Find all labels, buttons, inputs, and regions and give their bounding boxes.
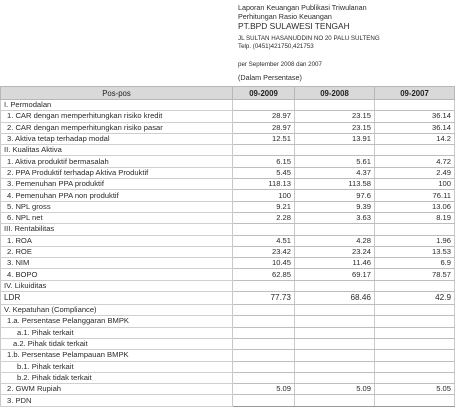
value-2008: 23.15 (295, 111, 375, 122)
table-row (1, 156, 455, 167)
value-2009: 6.15 (233, 156, 295, 167)
value-2009 (233, 350, 295, 361)
value-2009: 62.85 (233, 269, 295, 280)
row-label: 1.b. Persentase Pelampauan BMPK (1, 350, 233, 361)
table-row (1, 111, 455, 122)
row-label: 2. CAR dengan memperhitungkan risiko pasar (1, 122, 233, 133)
table-row (1, 179, 455, 190)
table-row (1, 190, 455, 201)
row-label: 3. Pemenuhan PPA produktif (1, 179, 233, 190)
value-2007 (375, 305, 455, 316)
table-header-row (1, 87, 455, 100)
row-label: 1.a. Persentase Pelanggaran BMPK (1, 316, 233, 327)
value-2007: 6.9 (375, 258, 455, 269)
row-label: LDR (1, 292, 233, 305)
value-2009: 2.28 (233, 212, 295, 223)
value-2009: 77.73 (233, 292, 295, 305)
table-row (1, 224, 455, 235)
bank-address: JL SULTAN HASANUDDIN NO 20 PALU SULTENG (238, 35, 380, 42)
value-2009 (233, 224, 295, 235)
table-row (1, 122, 455, 133)
table-row (1, 316, 455, 327)
report-subtitle: Perhitungan Rasio Keuangan (238, 12, 332, 21)
row-label: V. Kepatuhan (Compliance) (1, 305, 233, 316)
value-2007: 2.49 (375, 167, 455, 178)
value-2009: 12.51 (233, 133, 295, 144)
value-2008: 13.91 (295, 133, 375, 144)
ratio-table (0, 86, 455, 407)
value-2008: 97.6 (295, 190, 375, 201)
row-label: 5. NPL gross (1, 201, 233, 212)
value-2008 (295, 316, 375, 327)
row-label: 1. ROA (1, 235, 233, 246)
value-2007: 13.53 (375, 246, 455, 257)
value-2009 (233, 145, 295, 156)
table-row (1, 145, 455, 156)
column-header-2009: 09-2009 (233, 87, 295, 100)
value-2007 (375, 224, 455, 235)
table-row (1, 361, 455, 372)
value-2008 (295, 100, 375, 111)
value-2008 (295, 224, 375, 235)
value-2007: 100 (375, 179, 455, 190)
value-2007 (375, 100, 455, 111)
value-2009 (233, 327, 295, 338)
table-row (1, 327, 455, 338)
table-row (1, 133, 455, 144)
bank-phone: Telp. (0451)421750,421753 (238, 43, 314, 50)
value-2008: 3.63 (295, 212, 375, 223)
value-2008 (295, 395, 375, 406)
value-2007: 36.14 (375, 111, 455, 122)
value-2007: 5.05 (375, 384, 455, 395)
row-label: III. Rentabilitas (1, 224, 233, 235)
value-2007 (375, 372, 455, 383)
value-2008: 23.24 (295, 246, 375, 257)
table-row (1, 269, 455, 280)
value-2008 (295, 145, 375, 156)
value-2008 (295, 305, 375, 316)
row-label: 4. Pemenuhan PPA non produktif (1, 190, 233, 201)
value-2009 (233, 372, 295, 383)
value-2007 (375, 316, 455, 327)
value-2009: 5.45 (233, 167, 295, 178)
table-row (1, 372, 455, 383)
value-2008 (295, 280, 375, 291)
row-label: a.1. Pihak terkait (1, 327, 233, 338)
value-2007 (375, 338, 455, 349)
value-2007: 8.19 (375, 212, 455, 223)
value-2007 (375, 280, 455, 291)
value-2009 (233, 338, 295, 349)
row-label: 3. Aktiva tetap terhadap modal (1, 133, 233, 144)
value-2009 (233, 316, 295, 327)
row-label: a.2. Pihak tidak terkait (1, 338, 233, 349)
value-2009: 23.42 (233, 246, 295, 257)
value-2008: 5.09 (295, 384, 375, 395)
value-2007: 78.57 (375, 269, 455, 280)
table-row (1, 305, 455, 316)
value-2008: 9.39 (295, 201, 375, 212)
table-row (1, 350, 455, 361)
report-period: per September 2008 dan 2007 (238, 61, 322, 68)
table-row (1, 201, 455, 212)
value-2007: 76.11 (375, 190, 455, 201)
value-2007 (375, 327, 455, 338)
value-2008: 68.46 (295, 292, 375, 305)
table-row (1, 235, 455, 246)
value-2007 (375, 395, 455, 406)
row-label: IV. Likuiditas (1, 280, 233, 291)
value-2009: 28.97 (233, 111, 295, 122)
value-2007: 42.9 (375, 292, 455, 305)
table-row (1, 292, 455, 305)
value-2008 (295, 372, 375, 383)
column-header-2007: 09-2007 (375, 87, 455, 100)
value-2007: 1.96 (375, 235, 455, 246)
row-label: 3. PDN (1, 395, 233, 406)
value-2008: 23.15 (295, 122, 375, 133)
value-2009 (233, 100, 295, 111)
value-2009 (233, 305, 295, 316)
table-row (1, 384, 455, 395)
row-label: 6. NPL net (1, 212, 233, 223)
value-2009: 9.21 (233, 201, 295, 212)
value-2008 (295, 350, 375, 361)
value-2009: 100 (233, 190, 295, 201)
value-2007: 14.2 (375, 133, 455, 144)
row-label: 1. Aktiva produktif bermasalah (1, 156, 233, 167)
value-2007 (375, 350, 455, 361)
table-row (1, 212, 455, 223)
row-label: II. Kualitas Aktiva (1, 145, 233, 156)
table-row (1, 395, 455, 406)
row-label: 2. PPA Produktif terhadap Aktiva Produktif (1, 167, 233, 178)
value-2009: 5.09 (233, 384, 295, 395)
report-title: Laporan Keuangan Publikasi Triwulanan (238, 3, 367, 12)
table-row (1, 246, 455, 257)
value-2008 (295, 338, 375, 349)
value-2008: 113.58 (295, 179, 375, 190)
value-2008: 4.28 (295, 235, 375, 246)
value-2008 (295, 361, 375, 372)
value-2008: 69.17 (295, 269, 375, 280)
value-2007: 13.06 (375, 201, 455, 212)
value-2007 (375, 361, 455, 372)
value-2009: 10.45 (233, 258, 295, 269)
table-row (1, 338, 455, 349)
table-row (1, 167, 455, 178)
value-2009: 4.51 (233, 235, 295, 246)
bank-name: PT.BPD SULAWESI TENGAH (238, 21, 350, 31)
column-header-2008: 09-2008 (295, 87, 375, 100)
value-2009: 28.97 (233, 122, 295, 133)
row-label: 4. BOPO (1, 269, 233, 280)
table-row (1, 258, 455, 269)
row-label: 2. GWM Rupiah (1, 384, 233, 395)
value-2007 (375, 145, 455, 156)
value-2009: 118.13 (233, 179, 295, 190)
row-label: I. Permodalan (1, 100, 233, 111)
row-label: b.1. Pihak terkait (1, 361, 233, 372)
unit-note: (Dalam Persentase) (238, 73, 302, 82)
report-header (238, 3, 380, 82)
value-2007: 4.72 (375, 156, 455, 167)
row-label: 1. CAR dengan memperhitungkan risiko kredit (1, 111, 233, 122)
row-label: 2. ROE (1, 246, 233, 257)
table-row (1, 100, 455, 111)
column-header-pospos: Pos-pos (1, 87, 233, 100)
table-row (1, 280, 455, 291)
value-2008: 4.37 (295, 167, 375, 178)
value-2009 (233, 361, 295, 372)
row-label: b.2. Pihak tidak terkait (1, 372, 233, 383)
value-2009 (233, 395, 295, 406)
value-2008: 5.61 (295, 156, 375, 167)
value-2009 (233, 280, 295, 291)
row-label: 3. NIM (1, 258, 233, 269)
value-2008: 11.46 (295, 258, 375, 269)
value-2007: 36.14 (375, 122, 455, 133)
value-2008 (295, 327, 375, 338)
